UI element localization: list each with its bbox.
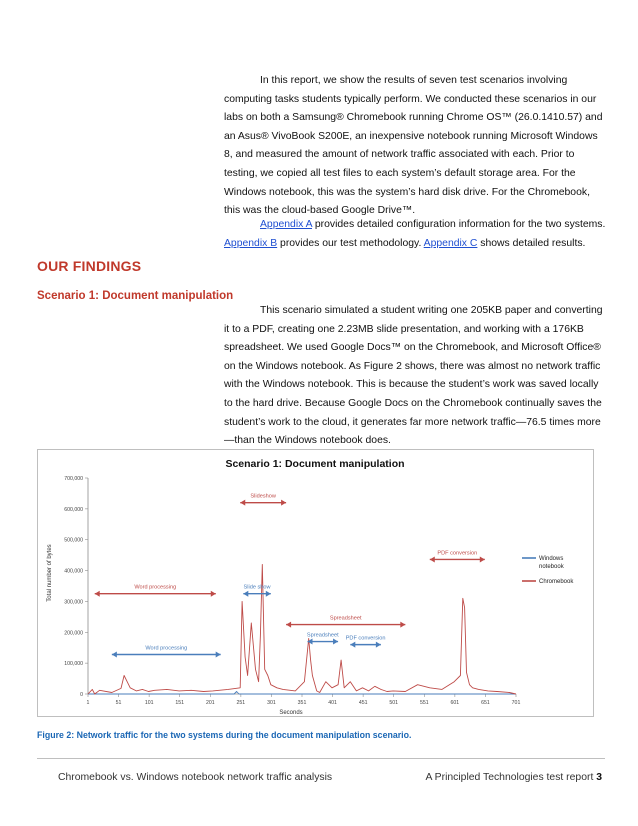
annotation-label: PDF conversion [345,635,386,642]
x-tick-label: 101 [144,700,154,706]
appendix-text-c: shows detailed results. [477,237,586,249]
y-tick-label: 0 [80,692,83,698]
annotation-arrowhead [211,591,216,597]
legend-label-chromebook: Chromebook [539,579,574,585]
intro-text: In this report, we show the results of seven test scenarios involving computing tasks students typically perform. We conducted these scenarios in our labs on both a Samsung® Chromebook running Chrome OS™ (26.0.1410.57) and an Asus® VivoBook S200E, an inexpensive notebook running Microsoft Windows 8, and measured the amount of network traffic associated with each. Prior to testing, we copied all test files to each system’s default storage area. For the Windows notebook, this was the system’s hard disk drive. For the Chromebook, this was the cloud-based Google Drive™. [224,75,603,217]
annotation-arrowhead [430,556,435,562]
figure-caption: Figure 2: Network traffic for the two systems during the document manipulation scenario. [37,730,412,740]
annotation-label: Spreadsheet [306,632,339,639]
appendix-a-link[interactable]: Appendix A [260,219,312,230]
x-tick-label: 301 [267,700,276,706]
x-tick-label: 601 [450,700,460,706]
y-tick-label: 600,000 [64,506,83,513]
y-tick-label: 500,000 [64,537,83,544]
footer-right [425,772,602,783]
x-tick-label: 151 [175,700,185,706]
series-line-windows [88,692,516,695]
appendix-text-b: provides our test methodology. [277,237,424,249]
x-tick-label: 1 [86,700,90,706]
annotation-arrowhead [350,642,355,648]
annotation-arrowhead [266,591,271,597]
footer-rule [37,758,605,759]
x-tick-label: 51 [115,700,122,706]
x-tick-label: 251 [236,700,246,706]
y-tick-label: 100,000 [64,661,83,668]
intro-paragraph-1 [224,72,606,221]
annotation-label: Word processing [145,645,188,652]
x-tick-label: 201 [205,700,215,706]
x-tick-label: 501 [389,700,399,706]
traffic-chart [38,450,593,716]
legend-label-windows: Windows notebook [539,556,564,570]
annotation-arrowhead [216,652,221,658]
annotation-label: PDF conversion [437,550,478,557]
scenario-paragraph [224,302,606,451]
annotation-arrowhead [95,591,100,597]
annotation-arrowhead [400,622,405,628]
page-number: 3 [596,772,602,783]
x-tick-label: 351 [297,700,307,706]
annotation-arrowhead [281,500,286,506]
x-tick-label: 551 [419,700,429,706]
intro-paragraph-2 [224,216,606,253]
y-tick-label: 700,000 [64,476,83,482]
annotation-arrowhead [243,591,248,597]
annotation-label: Slideshow [250,493,276,500]
x-tick-label: 451 [358,700,368,706]
annotation-arrowhead [376,642,381,648]
appendix-text-a: provides detailed configuration information for the two systems. [312,219,606,230]
x-tick-label: 701 [511,700,521,706]
appendix-b-link[interactable]: Appendix B [224,237,278,249]
annotation-label: Slide show [243,584,271,591]
annotation-label: Word processing [134,584,177,591]
section-heading: OUR FINDINGS [37,258,142,274]
scenario-text: This scenario simulated a student writing one 205KB paper and converting it to a PDF, creating one 2.23MB slide presentation, and working with a 176KB spreadsheet. We used Google Docs™ on the Chromebook, and Microsoft Office® on the Windows notebook. As Figure 2 shows, there was almost no network traffic with the Windows notebook. This is because the student’s work was saved locally to the hard drive. Because Google Docs on the Chromebook continually saves the student’s work to the cloud, it generates far more network traffic—76.5 times more—than the Windows notebook does. [224,305,603,447]
chart-title: Scenario 1: Document manipulation [225,458,405,470]
annotation-arrowhead [286,622,291,628]
x-axis-label: Seconds [279,710,303,716]
annotation-arrowhead [333,639,338,645]
y-tick-label: 300,000 [64,599,83,606]
y-tick-label: 200,000 [64,630,83,637]
y-axis-label: Total number of bytes [47,544,53,602]
appendix-c-link[interactable]: Appendix C [423,237,478,249]
x-tick-label: 651 [481,700,490,706]
y-tick-label: 400,000 [64,568,83,575]
x-tick-label: 401 [328,700,337,706]
scenario-heading: Scenario 1: Document manipulation [37,290,234,302]
annotation-label: Spreadsheet [329,615,362,622]
annotation-arrowhead [240,500,245,506]
footer-right-text: A Principled Technologies test report [425,772,594,783]
annotation-arrowhead [480,556,485,562]
footer-left-text: Chromebook vs. Windows notebook network traffic analysis [58,772,333,783]
chart-frame [37,449,594,717]
annotation-arrowhead [112,652,117,658]
